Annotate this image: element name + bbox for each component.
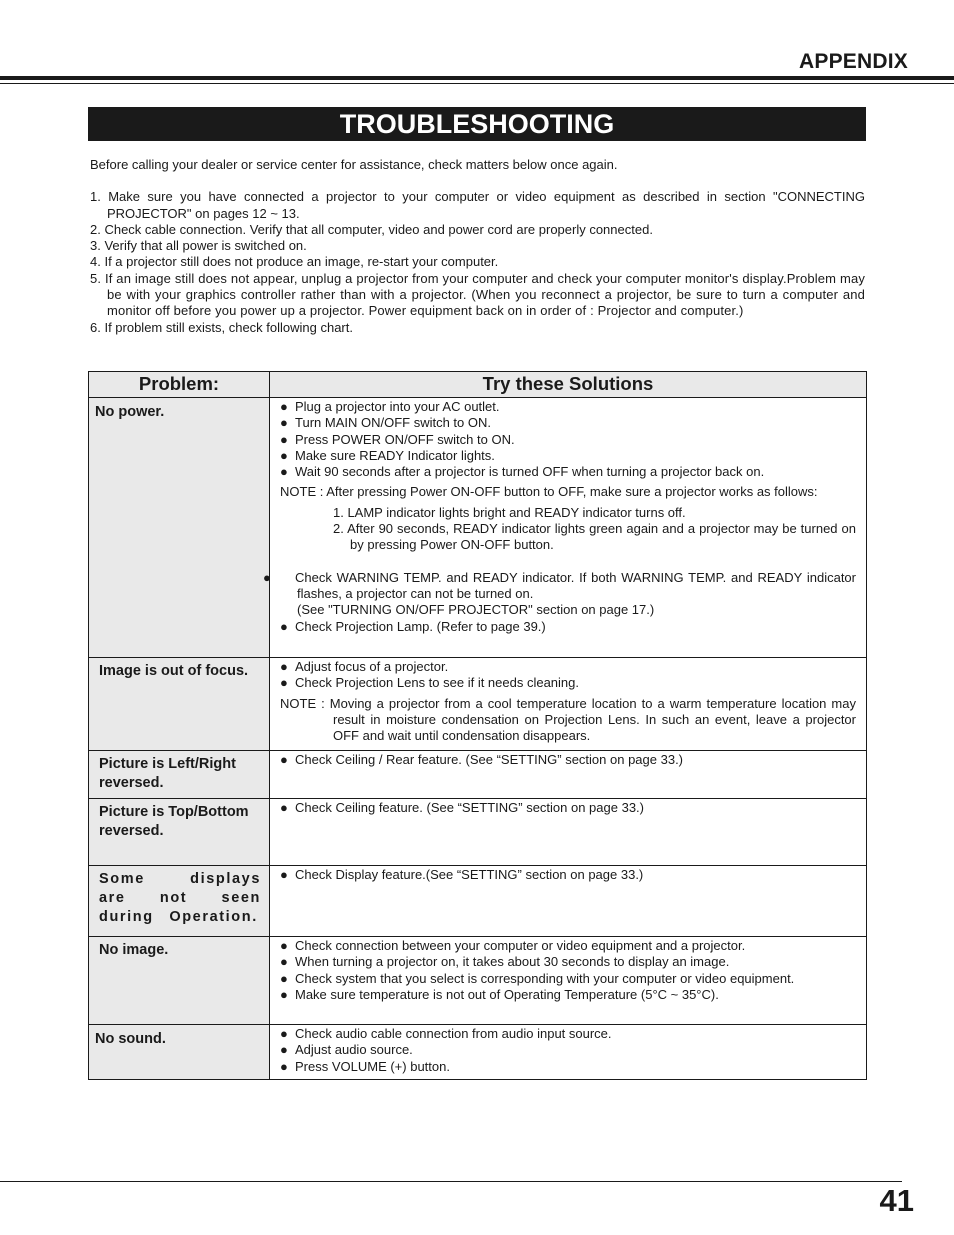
- table-row: [89, 658, 867, 751]
- note-steps: [333, 505, 856, 554]
- table-row: [89, 1025, 867, 1080]
- check-step: 2. Check cable connection. Verify that all computer, video and power cord are properly connected.: [90, 221, 653, 237]
- note-step: 2. After 90 seconds, READY indicator lights green again and a projector may be turned on by pressing Power ON-OFF button.: [333, 521, 856, 553]
- intro-section: [90, 157, 865, 336]
- solution-cell: [270, 799, 867, 866]
- table-row: [89, 398, 867, 658]
- solution-item: When turning a projector on, it takes about 30 seconds to display an image.: [295, 954, 730, 970]
- header-problem: Problem:: [89, 372, 270, 398]
- intro-lead: Before calling your dealer or service center for assistance, check matters below once again.: [90, 157, 618, 172]
- solution-item-continued: (See "TURNING ON/OFF PROJECTOR" section on page 17.): [297, 602, 655, 618]
- bullet-icon: ●: [280, 659, 288, 674]
- check-steps-list: [90, 189, 865, 336]
- bullet-icon: ●: [280, 399, 288, 414]
- solution-item: Make sure temperature is not out of Operating Temperature (5°C ~ 35°C).: [295, 986, 719, 1002]
- troubleshooting-table: [88, 371, 867, 1080]
- problem-cell: Picture is Top/Bottom reversed.: [89, 799, 270, 866]
- bullet-icon: ●: [280, 415, 288, 431]
- header-rule: [0, 76, 954, 80]
- page-title: TROUBLESHOOTING: [88, 107, 866, 141]
- solution-item: Check Ceiling / Rear feature. (See “SETTING” section on page 33.): [295, 752, 684, 767]
- bullet-icon: ●: [280, 867, 288, 882]
- solution-cell: [270, 1025, 867, 1080]
- solution-item: Check WARNING TEMP. and READY indicator. If both WARNING TEMP. and READY indicator flashes, a projector can not be turned on.: [295, 569, 856, 601]
- solution-item: Press VOLUME (+) button.: [295, 1058, 450, 1074]
- solution-item: Turn MAIN ON/OFF switch to ON.: [295, 415, 491, 431]
- solution-cell: [270, 937, 867, 1025]
- table-row: [89, 751, 867, 799]
- solution-item: Check connection between your computer or video equipment and a projector.: [295, 938, 746, 953]
- check-step: 1. Make sure you have connected a projector to your computer or video equipment as described in section "CONNECTING PROJECTOR" on pages 12 ~ 13.: [90, 189, 865, 221]
- solution-item: Press POWER ON/OFF switch to ON.: [295, 431, 515, 447]
- solution-note: NOTE : After pressing Power ON-OFF button to OFF, make sure a projector works as follows:: [280, 484, 818, 500]
- solution-item: Adjust focus of a projector.: [295, 659, 449, 674]
- solution-item: Check system that you select is corresponding with your computer or video equipment.: [295, 970, 795, 986]
- bullet-icon: ●: [280, 464, 288, 480]
- solution-item: Check Projection Lamp. (Refer to page 39.): [295, 618, 546, 634]
- section-label: APPENDIX: [799, 50, 908, 73]
- bullet-icon: ●: [280, 675, 288, 691]
- problem-cell: No image.: [89, 937, 270, 1025]
- solution-item: Check Ceiling feature. (See “SETTING” section on page 33.): [295, 800, 644, 815]
- check-step: 3. Verify that all power is switched on.: [90, 238, 307, 254]
- note-step: 1. LAMP indicator lights bright and READY indicator turns off.: [333, 504, 686, 520]
- check-step: 4. If a projector still does not produce an image, re-start your computer.: [90, 254, 499, 270]
- bullet-icon: ●: [280, 1042, 288, 1058]
- solution-item: Check Display feature.(See “SETTING” section on page 33.): [295, 867, 644, 882]
- bullet-icon: ●: [263, 569, 271, 585]
- header-solutions: Try these Solutions: [270, 372, 867, 398]
- solution-item: Wait 90 seconds after a projector is turned OFF when turning a projector back on.: [295, 464, 765, 480]
- table-row: [89, 937, 867, 1025]
- bullet-icon: ●: [280, 970, 288, 986]
- bullet-icon: ●: [280, 752, 288, 767]
- table-row: [89, 866, 867, 937]
- bullet-icon: ●: [280, 1026, 288, 1041]
- solution-item: Check audio cable connection from audio input source.: [295, 1026, 612, 1041]
- header-rule-thin: [0, 83, 954, 84]
- page-number: 41: [879, 1183, 914, 1218]
- table-row: [89, 799, 867, 866]
- footer-rule: [0, 1181, 902, 1182]
- solution-cell: [270, 751, 867, 799]
- solution-item: Make sure READY Indicator lights.: [295, 447, 495, 463]
- solution-item: Adjust audio source.: [295, 1042, 413, 1058]
- solution-cell: [270, 658, 867, 751]
- bullet-icon: ●: [280, 800, 288, 815]
- check-step: 5. If an image still does not appear, unplug a projector from your computer and check your computer monitor's display.Problem may be with your graphics controller rather than with a projector. (When you reconnect a projector, be sure to turn a computer and monitor off before you power up a projector. Power equipment back on in order of : Projector and computer.): [90, 270, 865, 319]
- problem-cell: No power.: [89, 398, 270, 658]
- solution-cell: [270, 866, 867, 937]
- bullet-icon: ●: [280, 954, 288, 970]
- table-header-row: [89, 372, 867, 398]
- problem-cell: Image is out of focus.: [89, 658, 270, 751]
- solution-item: Plug a projector into your AC outlet.: [295, 399, 500, 414]
- bullet-icon: ●: [280, 1058, 288, 1074]
- problem-cell: Picture is Left/Right reversed.: [89, 751, 270, 799]
- problem-cell: Some displays are not seen during Operation.: [89, 866, 270, 937]
- solution-item: Check Projection Lens to see if it needs cleaning.: [295, 675, 580, 691]
- solution-cell: [263, 398, 867, 658]
- solution-note: NOTE : Moving a projector from a cool temperature location to a warm temperature location may result in moisture condensation on Projection Lens. In such an event, leave a projector OFF and wait until condensation disappears.: [280, 695, 856, 744]
- bullet-icon: ●: [280, 938, 288, 953]
- bullet-icon: ●: [280, 447, 288, 463]
- bullet-icon: ●: [280, 986, 288, 1002]
- bullet-icon: ●: [280, 431, 288, 447]
- bullet-icon: ●: [280, 618, 288, 634]
- check-step: 6. If problem still exists, check following chart.: [90, 319, 353, 335]
- problem-cell: No sound.: [89, 1025, 270, 1080]
